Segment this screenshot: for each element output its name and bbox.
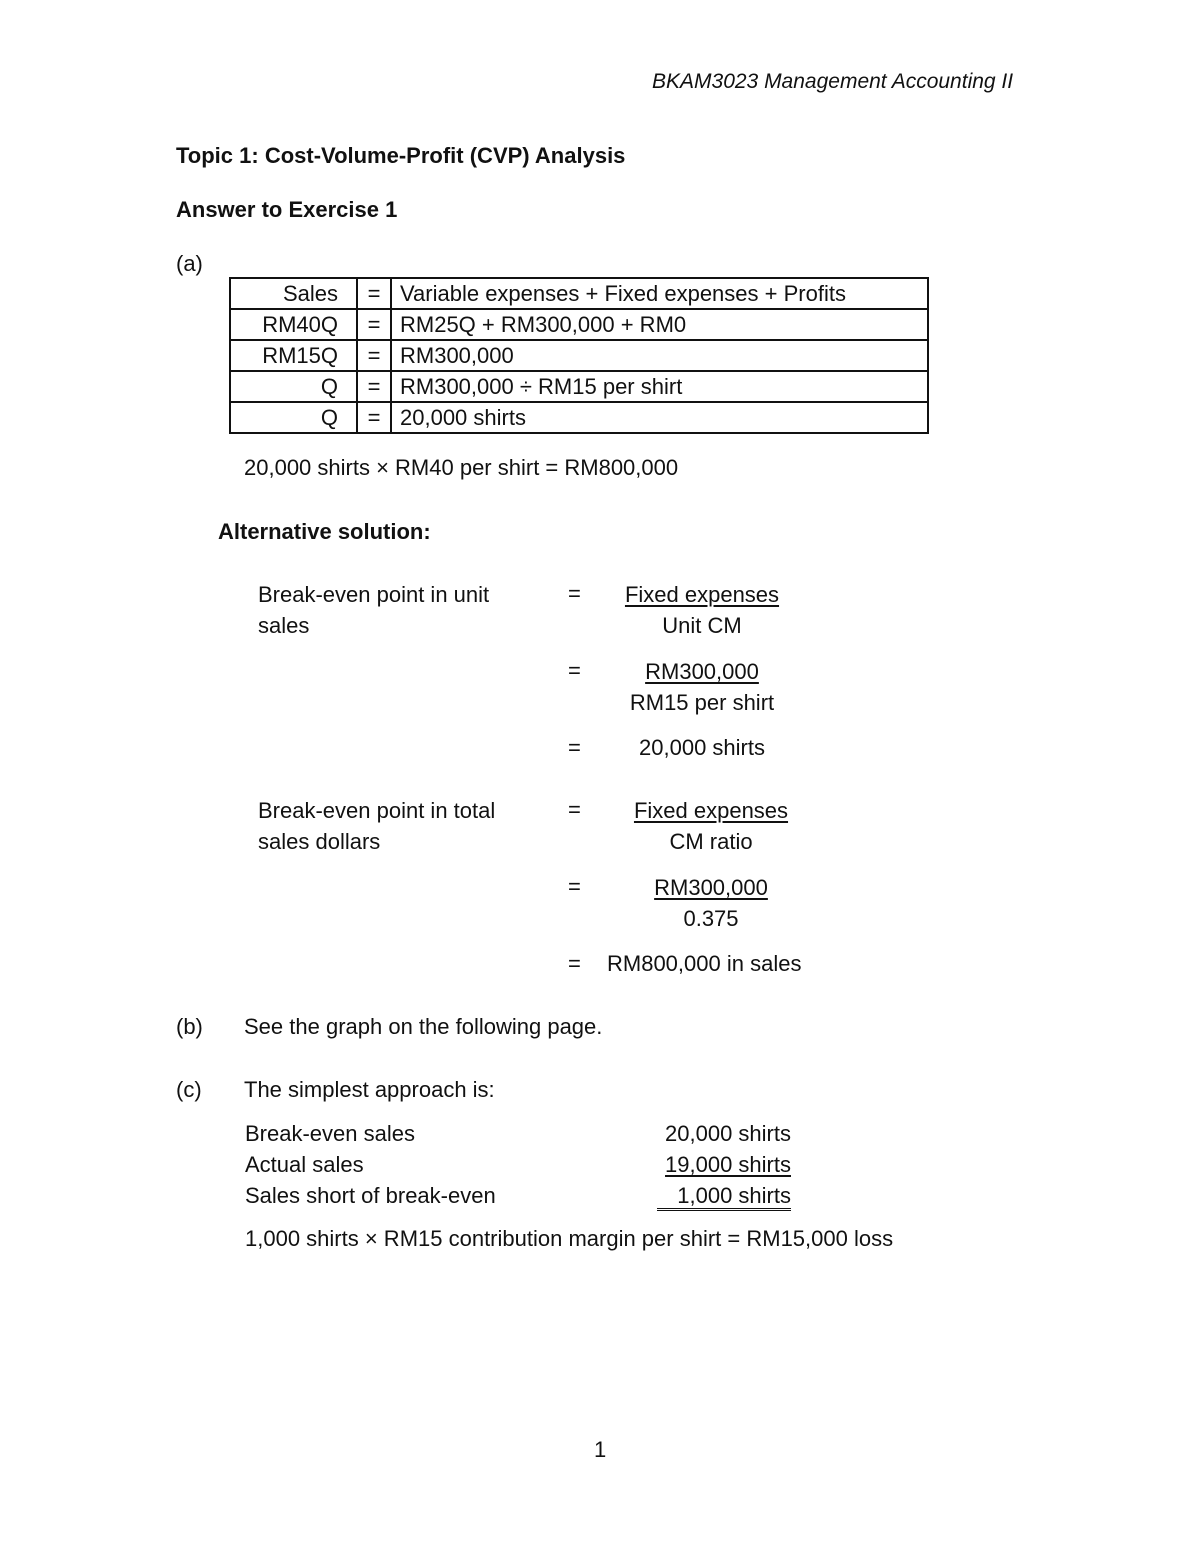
- table-cell: =: [357, 402, 391, 433]
- equals-sign: =: [568, 581, 581, 606]
- table-cell: =: [357, 309, 391, 340]
- table-cell: =: [357, 371, 391, 402]
- row-value-break-even: 20,000 shirts: [665, 1121, 791, 1146]
- denominator: 0.375: [683, 906, 739, 931]
- numerator: Fixed expenses: [624, 582, 780, 607]
- table-cell: Sales: [230, 278, 357, 309]
- numerator: RM300,000: [645, 659, 759, 684]
- numerator: RM300,000: [654, 875, 768, 900]
- table-cell: RM40Q: [230, 309, 357, 340]
- equals-sign: =: [568, 951, 581, 976]
- row-label-actual: Actual sales: [245, 1152, 364, 1177]
- fraction-amount-over-cm: [600, 656, 804, 718]
- table-row: [230, 402, 928, 433]
- bep-dollars-result: RM800,000 in sales: [607, 951, 802, 976]
- numerator: Fixed expenses: [633, 798, 789, 823]
- table-cell: Q: [230, 402, 357, 433]
- running-header: BKAM3023 Management Accounting II: [652, 70, 1014, 93]
- table-cell: Variable expenses + Fixed expenses + Profits: [391, 278, 928, 309]
- part-c-conclusion: 1,000 shirts × RM15 contribution margin per shirt = RM15,000 loss: [245, 1226, 894, 1251]
- table-cell: =: [357, 278, 391, 309]
- denominator: RM15 per shirt: [629, 690, 775, 715]
- denominator: CM ratio: [669, 829, 753, 854]
- table-row: [230, 371, 928, 402]
- table-cell: Q: [230, 371, 357, 402]
- page-title: Topic 1: Cost-Volume-Profit (CVP) Analysis: [176, 143, 626, 168]
- equals-sign: =: [568, 874, 581, 899]
- part-a-label: (a): [176, 251, 203, 276]
- equals-sign: =: [568, 658, 581, 683]
- row-value-actual: 19,000 shirts: [665, 1152, 791, 1177]
- bep-dollars-label: Break-even point in total sales dollars: [258, 798, 496, 854]
- row-value-short-wrap: [657, 1183, 791, 1211]
- table-cell: =: [357, 340, 391, 371]
- table-row: [230, 340, 928, 371]
- table-cell: RM25Q + RM300,000 + RM0: [391, 309, 928, 340]
- equals-sign: =: [568, 797, 581, 822]
- row-label-break-even: Break-even sales: [245, 1121, 415, 1146]
- sales-result: 20,000 shirts × RM40 per shirt = RM800,000: [244, 455, 679, 480]
- fraction-fixed-over-cm-ratio: [609, 795, 813, 857]
- bep-units-label: Break-even point in unit sales: [258, 582, 490, 638]
- fraction-amount-over-ratio: [609, 872, 813, 934]
- part-b-text: See the graph on the following page.: [244, 1014, 603, 1039]
- part-c-label: (c): [176, 1077, 202, 1102]
- table-row: [230, 278, 928, 309]
- row-label-short: Sales short of break-even: [245, 1183, 496, 1208]
- denominator: Unit CM: [662, 613, 742, 638]
- cvp-equation-table: [229, 277, 929, 434]
- page-number: 1: [594, 1437, 607, 1462]
- row-value-short: 1,000 shirts: [657, 1184, 791, 1211]
- equals-sign: =: [568, 735, 581, 760]
- exercise-heading: Answer to Exercise 1: [176, 197, 398, 222]
- bep-units-result: 20,000 shirts: [639, 735, 765, 760]
- part-b-label: (b): [176, 1014, 203, 1039]
- fraction-fixed-over-unit-cm: [600, 579, 804, 641]
- table-cell: RM15Q: [230, 340, 357, 371]
- part-c-intro: The simplest approach is:: [244, 1077, 495, 1102]
- table-cell: RM300,000: [391, 340, 928, 371]
- alternative-heading: Alternative solution:: [218, 519, 431, 544]
- table-cell: RM300,000 ÷ RM15 per shirt: [391, 371, 928, 402]
- table-row: [230, 309, 928, 340]
- table-cell: 20,000 shirts: [391, 402, 928, 433]
